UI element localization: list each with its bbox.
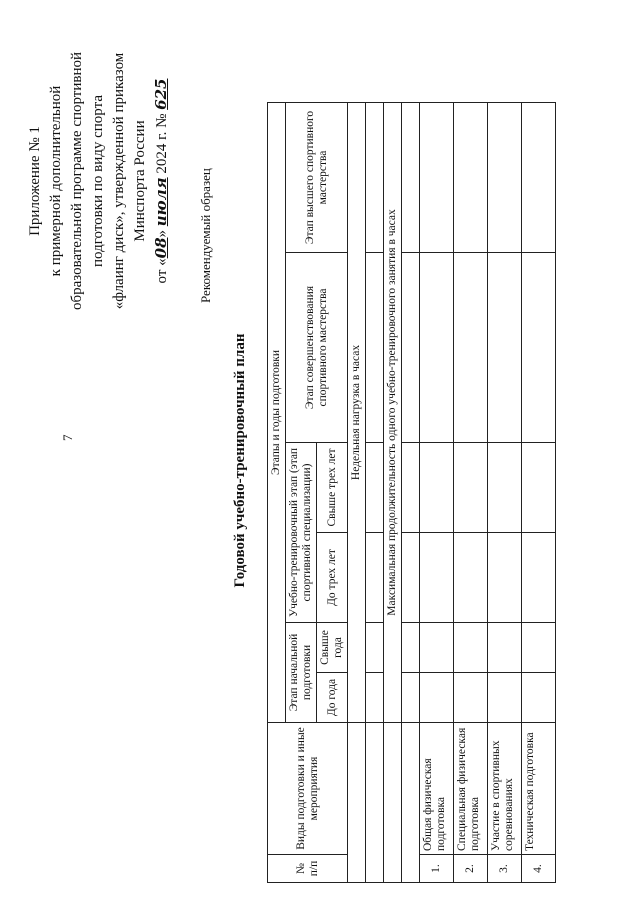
blank-cell	[402, 102, 420, 252]
blank-cell	[366, 723, 384, 883]
data-cell	[488, 673, 522, 723]
row-name: Техническая подготовка	[522, 723, 556, 855]
data-cell	[488, 533, 522, 623]
row-num: 1.	[420, 855, 454, 883]
table-row	[454, 102, 488, 882]
row-num: 4.	[522, 855, 556, 883]
spacer-cell	[384, 723, 402, 883]
data-cell	[488, 102, 522, 252]
header-stage-higher: Этап высшего спортивного мастерства	[286, 102, 348, 252]
row-num: 3.	[488, 855, 522, 883]
data-cell	[420, 253, 454, 443]
data-cell	[522, 443, 556, 533]
table-row	[488, 102, 522, 882]
data-cell	[454, 673, 488, 723]
data-cell	[488, 253, 522, 443]
data-cell	[454, 533, 488, 623]
blank-cell	[366, 533, 384, 623]
data-cell	[454, 623, 488, 673]
blank-cell	[366, 443, 384, 533]
appendix-line: «флаинг диск», утвержденной приказом	[111, 52, 127, 310]
appendix-block	[25, 11, 173, 351]
max-session-label: Максимальная продолжительность одного учебно-тренировочного занятия в часах	[384, 102, 402, 722]
appendix-title: Приложение № 1	[27, 126, 43, 236]
data-cell	[420, 102, 454, 252]
header-stages-group: Этапы и годы подготовки	[268, 102, 286, 722]
header-num: № п/п	[268, 855, 348, 883]
spacer-cell	[348, 723, 366, 883]
blank-cell	[366, 623, 384, 673]
data-cell	[454, 443, 488, 533]
blank-cell	[366, 673, 384, 723]
data-cell	[522, 623, 556, 673]
blank-cell	[402, 623, 420, 673]
date-day-handwritten: 08	[152, 237, 170, 259]
data-cell	[420, 623, 454, 673]
data-cell	[420, 533, 454, 623]
row-name: Специальная физическая подготовка	[454, 723, 488, 855]
date-mid: »	[154, 226, 170, 238]
data-cell	[522, 102, 556, 252]
data-cell	[488, 623, 522, 673]
data-cell	[454, 253, 488, 443]
table-row	[522, 102, 556, 882]
header-over-three: Свыше трех лет	[317, 443, 348, 533]
date-month-handwritten: июля	[152, 177, 170, 227]
blank-cell	[402, 533, 420, 623]
table-row	[420, 102, 454, 882]
blank-cell	[366, 253, 384, 443]
appendix-line: образовательной программе спортивной	[69, 51, 85, 311]
blank-cell	[366, 102, 384, 252]
data-cell	[420, 673, 454, 723]
appendix-line: Минспорта России	[132, 120, 148, 242]
row-num: 2.	[454, 855, 488, 883]
data-cell	[488, 443, 522, 533]
date-prefix: от «	[154, 258, 170, 284]
blank-cell	[402, 723, 420, 883]
blank-cell	[402, 443, 420, 533]
data-cell	[522, 533, 556, 623]
header-upto-three: До трех лет	[317, 533, 348, 623]
header-over-year: Свыше года	[317, 623, 348, 673]
row-name: Общая физическая подготовка	[420, 723, 454, 855]
header-types: Виды подготовки и иные мероприятия	[268, 723, 348, 855]
appendix-line: к примерной дополнительной	[48, 85, 64, 277]
blank-cell	[402, 673, 420, 723]
sample-note: Рекомендуемый образец	[198, 168, 213, 303]
header-upto-year: До года	[317, 673, 348, 723]
data-cell	[522, 253, 556, 443]
row-name: Участие в спортивных соревнованиях	[488, 723, 522, 855]
header-stage-training: Учебно-тренировочный этап (этап спортивной специализации)	[286, 443, 317, 623]
page-number: 7	[60, 434, 75, 441]
order-date-line	[151, 11, 173, 351]
weekly-load-label: Недельная нагрузка в часах	[348, 102, 366, 722]
data-cell	[454, 102, 488, 252]
header-stage-improvement: Этап совершенствования спортивного мастерства	[286, 253, 348, 443]
data-cell	[420, 443, 454, 533]
date-mid: 2024 г. №	[154, 109, 170, 178]
data-cell	[522, 673, 556, 723]
blank-cell	[402, 253, 420, 443]
order-number-handwritten: 625	[152, 78, 170, 110]
training-plan-table	[267, 102, 556, 883]
header-stage-initial: Этап начальной подготовки	[286, 623, 317, 723]
appendix-line: подготовки по виду спорта	[90, 95, 106, 267]
plan-title: Годовой учебно-тренировочный план	[232, 333, 248, 588]
